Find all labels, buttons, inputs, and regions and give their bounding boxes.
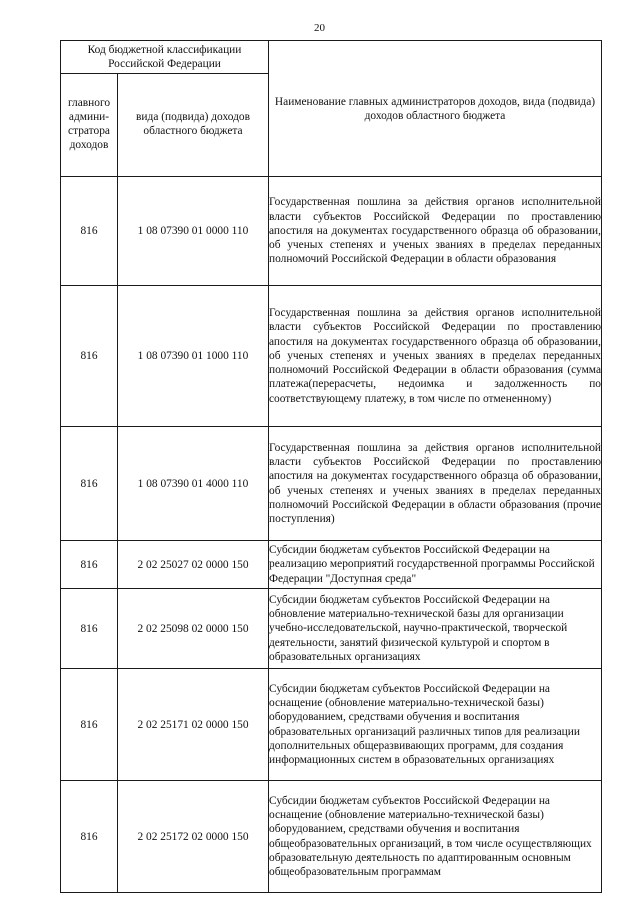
revenue-name-cell: Государственная пошлина за действия органов исполнительной власти субъектов Российской Федерации по проставлению апостиля на документах государственного образца об образовании, об ученых степенях и ученых званиях в пределах переданных полномочий Российской Федерации в области образования	[269, 177, 602, 286]
revenue-code-cell: 2 02 25098 02 0000 150	[118, 589, 269, 669]
admin-code-cell: 816	[61, 427, 118, 541]
table-row	[61, 286, 602, 427]
admin-code-cell: 816	[61, 669, 118, 781]
page-number: 20	[314, 22, 325, 34]
revenue-name-cell: Субсидии бюджетам субъектов Российской Федерации на оснащение (обновление материально-технической базы) оборудованием, средствами обучения и воспитания образовательных организаций различных типов для реализации дополнительных общеразвивающих программ, для создания информационных систем в образовательных организациях	[269, 669, 602, 781]
table-row	[61, 589, 602, 669]
admin-code-cell: 816	[61, 541, 118, 589]
table-row	[61, 541, 602, 589]
table-row	[61, 669, 602, 781]
revenue-code-cell: 2 02 25027 02 0000 150	[118, 541, 269, 589]
revenue-name-cell: Государственная пошлина за действия органов исполнительной власти субъектов Российской Федерации по проставлению апостиля на документах государственного образца об образовании, об ученых степенях и ученых званиях в пределах переданных полномочий Российской Федерации в области образования (сумма платежа(перерасчеты, недоимка и задолженность по соответствующему платежу, в том числе по отмененному)	[269, 286, 602, 427]
admin-code-cell: 816	[61, 781, 118, 893]
revenue-name-cell: Государственная пошлина за действия органов исполнительной власти субъектов Российской Федерации по проставлению апостиля на документах государственного образца об образовании, об ученых степенях и ученых званиях в пределах переданных полномочий Российской Федерации в области образования (прочие поступления)	[269, 427, 602, 541]
table-row	[61, 177, 602, 286]
header-admin-column: главного админи-стратора доходов	[61, 74, 118, 177]
header-code-group: Код бюджетной классификации Российской Федерации	[61, 41, 269, 74]
header-type-column: вида (подвида) доходов областного бюджета	[118, 74, 269, 177]
revenue-code-cell: 1 08 07390 01 1000 110	[118, 286, 269, 427]
revenue-code-cell: 2 02 25171 02 0000 150	[118, 669, 269, 781]
table-row	[61, 427, 602, 541]
table-header-row	[61, 41, 602, 74]
budget-classification-table	[60, 40, 602, 893]
revenue-code-cell: 1 08 07390 01 0000 110	[118, 177, 269, 286]
header-name-column: Наименование главных администраторов доходов, вида (подвида) доходов областного бюджета	[269, 41, 602, 177]
admin-code-cell: 816	[61, 286, 118, 427]
table-row	[61, 781, 602, 893]
admin-code-cell: 816	[61, 589, 118, 669]
revenue-code-cell: 2 02 25172 02 0000 150	[118, 781, 269, 893]
revenue-name-cell: Субсидии бюджетам субъектов Российской Федерации на оснащение (обновление материально-технической базы) оборудованием, средствами обучения и воспитания общеобразовательных организаций, в том числе осуществляющих образовательную деятельность по адаптированным основным общеобразовательным программам	[269, 781, 602, 893]
revenue-code-cell: 1 08 07390 01 4000 110	[118, 427, 269, 541]
revenue-name-cell: Субсидии бюджетам субъектов Российской Федерации на реализацию мероприятий государственной программы Российской Федерации "Доступная среда"	[269, 541, 602, 589]
admin-code-cell: 816	[61, 177, 118, 286]
revenue-name-cell: Субсидии бюджетам субъектов Российской Федерации на обновление материально-технической базы для организации учебно-исследовательской, научно-практической, творческой деятельности, занятий физической культурой и спортом в образовательных организациях	[269, 589, 602, 669]
